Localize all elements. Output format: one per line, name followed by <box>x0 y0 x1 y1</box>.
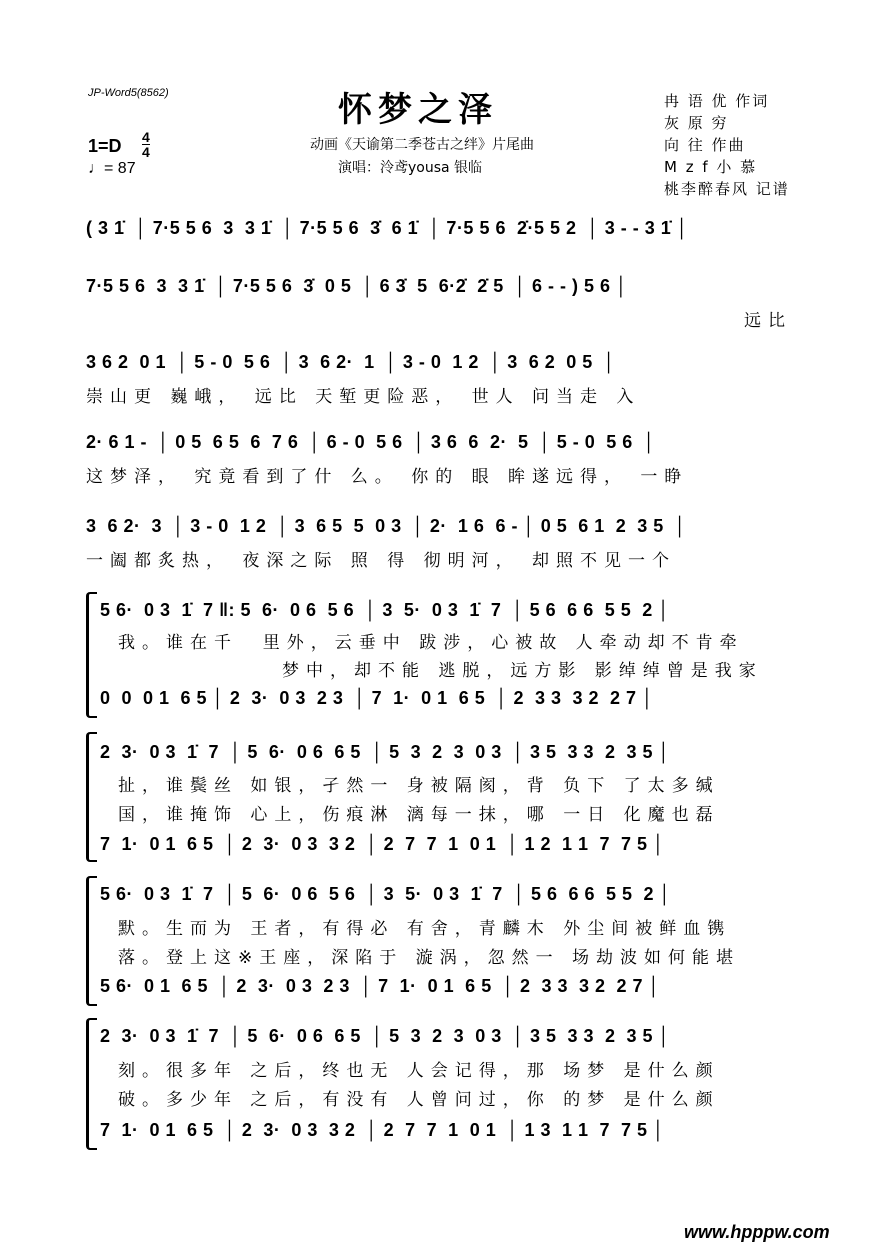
score-row-4-notes: 2· 6 1 - │ 0 5 6 5 6 7 6 │ 6 - 0 5 6 │ 3 6 6 2· 5 │ 5 - 0 5 6 │ <box>86 432 656 452</box>
system-1-lower-notes: 0 0 0 1 6 5 │ 2 3· 0 3 2 3 │ 7 1· 0 1 6 5 │ 2 3 3 3 2 2 7 │ <box>100 688 654 708</box>
score-row-2-notes: 7·5 5 6 3 3 1̇ │ 7·5 5 6 3̇ 0 5 │ 6 3̇ 5 6·2̇ 2̇ 5 │ 6 - - ) 5 6 │ <box>86 276 628 296</box>
system-3-upper-notes: 5 6· 0 3 1̇ 7 │ 5 6· 0 6 5 6 │ 3 5· 0 3 1̇ 7 │ 5 6 6 6 5 5 2 │ <box>100 884 672 904</box>
song-title: 怀梦之泽 <box>338 90 498 130</box>
system-4-upper-notes: 2 3· 0 3 1̇ 7 │ 5 6· 0 6 6 5 │ 5 3 2 3 0 3 │ 3 5 3 3 2 3 5 │ <box>100 1026 671 1046</box>
system-2-lyric-2: 国，谁掩饰 心上，伤痕淋 漓每一抹，哪 一日 化魔也磊 <box>118 805 720 825</box>
score-row-3-notes: 3 6 2 0 1 │ 5 - 0 5 6 │ 3 6 2· 1 │ 3 - 0 1 2 │ 3 6 2 0 5 │ <box>86 352 616 372</box>
song-subtitle: 动画《天谕第二季苍古之绊》片尾曲 <box>310 137 534 153</box>
score-row-5-lyric: 一阖都炙热， 夜深之际 照 得 彻明河， 却照不见一个 <box>86 551 677 571</box>
time-bottom: 4 <box>142 144 150 160</box>
system-2-brace <box>86 732 97 862</box>
tempo-mark: ♩= 87 <box>88 160 136 177</box>
credit-composer: 向 往 作曲 <box>664 136 746 154</box>
score-row-2-lyric: 远比 <box>744 311 792 331</box>
system-4-lyric-2: 破。多少年 之后，有没有 人曾问过，你 的梦 是什么颜 <box>118 1090 720 1110</box>
score-row-4-lyric: 这梦泽， 究竟看到了什 么。 你的 眼 眸遂远得， 一睁 <box>86 467 689 487</box>
credit-composer-2: M z f 小 慕 <box>664 158 758 176</box>
time-top: 4 <box>142 129 150 145</box>
time-signature <box>142 130 150 159</box>
system-1-brace <box>86 592 97 718</box>
software-label: JP-Word5(8562) <box>88 87 169 99</box>
system-2-lyric-1: 扯，谁鬓丝 如银，孑然一 身被隔阂，背 负下 了太多缄 <box>118 776 720 796</box>
credit-lyricist-2: 灰 原 穷 <box>664 114 729 132</box>
watermark-url: www.hpppw.com <box>684 1222 830 1242</box>
score-row-3-lyric: 崇山更 巍峨， 远比 天堑更险恶， 世人 问当走 入 <box>86 387 641 407</box>
singer-line: 演唱：泠鸢yousa 银临 <box>338 160 483 176</box>
score-row-1-notes: ( 3 1̇ │ 7·5 5 6 3 3 1̇ │ 7·5 5 6 3̇ 6 1̇ │ 7·5 5 6 2̇·5 5 2 │ 3 - - 3 1̇ │ <box>86 218 689 238</box>
system-3-lyric-2: 落。登上这※王座，深陷于 漩涡，忽然一 场劫波如何能堪 <box>118 948 741 968</box>
system-2-upper-notes: 2 3· 0 3 1̇ 7 │ 5 6· 0 6 6 5 │ 5 3 2 3 0 3 │ 3 5 3 3 2 3 5 │ <box>100 742 671 762</box>
system-1-lyric-1: 我。谁在千 里外，云垂中 跋涉，心被故 人牵动却不肯牵 <box>118 633 744 653</box>
system-2-lower-notes: 7 1· 0 1 6 5 │ 2 3· 0 3 3 2 │ 2 7 7 1 0 1 │ 1 2 1 1 7 7 5 │ <box>100 834 665 854</box>
score-row-5-notes: 3 6 2· 3 │ 3 - 0 1 2 │ 3 6 5 5 0 3 │ 2· 1 6 6 - │ 0 5 6 1 2 3 5 │ <box>86 516 687 536</box>
system-4-lyric-1: 刻。很多年 之后，终也无 人会记得，那 场梦 是什么颜 <box>118 1061 720 1081</box>
system-1-lyric-2: 梦中，却不能 逃脱，远方影 影绰绰曾是我家 <box>282 661 763 681</box>
key-signature: 1=D <box>88 136 122 156</box>
system-3-lyric-1: 默。生而为 王者，有得必 有舍，青麟木 外尘间被鲜血镌 <box>118 919 732 939</box>
system-4-lower-notes: 7 1· 0 1 6 5 │ 2 3· 0 3 3 2 │ 2 7 7 1 0 1 │ 1 3 1 1 7 7 5 │ <box>100 1120 665 1140</box>
credit-lyricist: 冉 语 优 作词 <box>664 92 770 110</box>
system-4-brace <box>86 1018 97 1150</box>
system-3-lower-notes: 5 6· 0 1 6 5 │ 2 3· 0 3 2 3 │ 7 1· 0 1 6 5 │ 2 3 3 3 2 2 7 │ <box>100 976 661 996</box>
system-3-brace <box>86 876 97 1006</box>
system-1-upper-notes: 5 6· 0 3 1̇ 7 ‖: 5 6· 0 6 5 6 │ 3 5· 0 3 1̇ 7 │ 5 6 6 6 5 5 2 │ <box>100 600 670 620</box>
credit-transcriber: 桃李醉春风 记谱 <box>664 180 790 198</box>
